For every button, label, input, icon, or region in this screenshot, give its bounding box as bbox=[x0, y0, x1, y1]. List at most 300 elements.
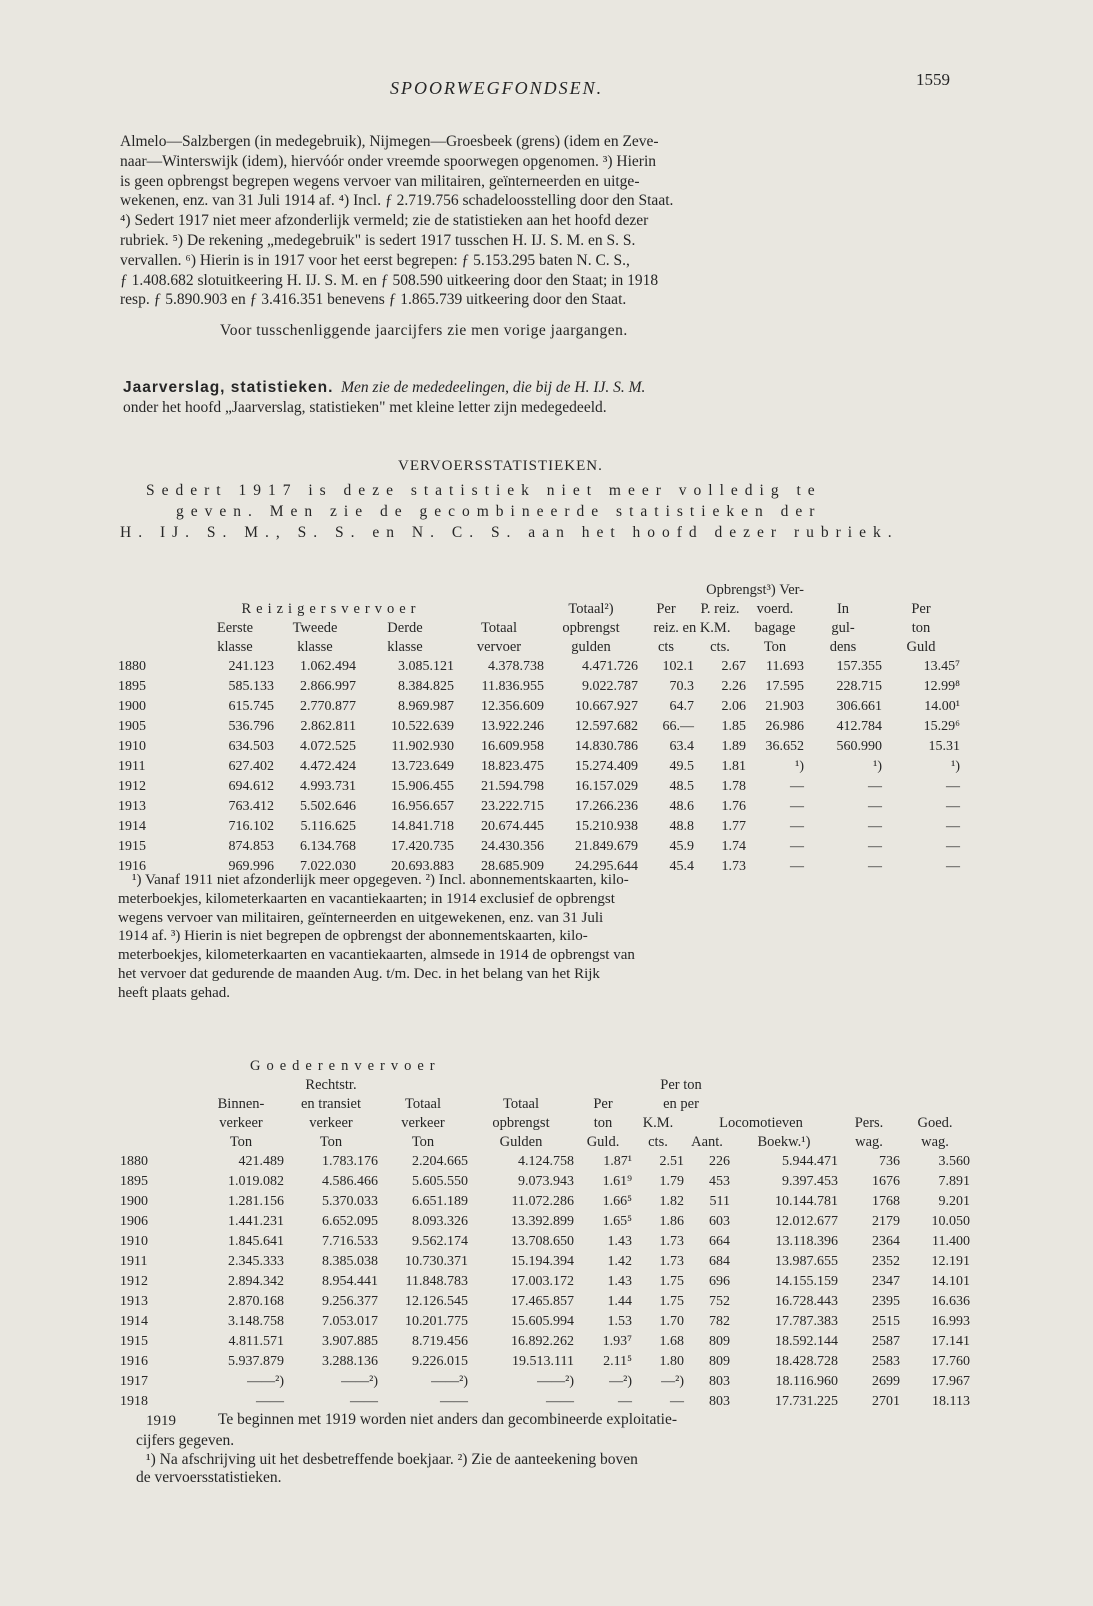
opbrengst-cell: 10.667.927 bbox=[575, 699, 638, 714]
table-row bbox=[118, 817, 960, 837]
opbrengst-cell: 12.597.682 bbox=[575, 719, 638, 734]
transiet-verkeer-cell: —— bbox=[350, 1394, 378, 1409]
header-dens: dens bbox=[829, 639, 857, 655]
per-reiziger-cell: 45.4 bbox=[669, 859, 694, 874]
locomotieven-boekw-cell: 14.155.159 bbox=[775, 1274, 838, 1289]
reizigers-note-line: 1914 af. ³) Hierin is niet begrepen de opbrengst der abonnementskaarten, kilo- bbox=[118, 928, 588, 945]
locomotieven-aant-cell: 809 bbox=[709, 1334, 730, 1349]
per-km-cell: 1.73 bbox=[721, 859, 746, 874]
goederen-note-line: ¹) Na afschrijving uit het desbetreffende boekjaar. ²) Zie de aanteekening boven bbox=[146, 1450, 638, 1468]
binnen-verkeer-cell: 421.489 bbox=[238, 1154, 284, 1169]
goederen-note-line: de vervoersstatistieken. bbox=[136, 1469, 282, 1486]
goed-wag-cell: 17.760 bbox=[931, 1354, 970, 1369]
header-rechtstr: Rechtstr. bbox=[305, 1077, 357, 1093]
per-ton-cell: 14.00¹ bbox=[924, 699, 960, 714]
pers-wag-cell: 1676 bbox=[872, 1174, 900, 1189]
totaal-verkeer-cell: 6.651.189 bbox=[412, 1194, 468, 1209]
transiet-verkeer-cell: 9.256.377 bbox=[322, 1294, 378, 1309]
table-row bbox=[118, 677, 960, 697]
per-reiziger-cell: 102.1 bbox=[662, 659, 694, 674]
header-gulden: gulden bbox=[571, 639, 611, 655]
goed-wag-cell: 16.993 bbox=[931, 1314, 970, 1329]
intro-note-line: vervallen. ⁶) Hierin is in 1917 voor het eerst begrepen: ƒ 5.153.295 baten N. C. S., bbox=[120, 251, 630, 269]
header-opbrengst: opbrengst bbox=[492, 1115, 550, 1131]
opbrengst-cell: 9.073.943 bbox=[518, 1174, 574, 1189]
header-klasse: klasse bbox=[297, 639, 333, 655]
eerste-klasse-cell: 536.796 bbox=[228, 719, 274, 734]
per-ton-cell: 13.45⁷ bbox=[923, 659, 960, 674]
totaal-verkeer-cell: —— bbox=[440, 1394, 468, 1409]
per-reiziger-cell: 45.9 bbox=[669, 839, 694, 854]
goed-wag-cell: 17.141 bbox=[931, 1334, 970, 1349]
goed-wag-cell: 11.400 bbox=[932, 1234, 970, 1249]
eerste-klasse-cell: 241.123 bbox=[228, 659, 274, 674]
tweede-klasse-cell: 2.862.811 bbox=[300, 719, 356, 734]
bagage-gulden-cell: — bbox=[868, 839, 882, 854]
totaal-verkeer-cell: 8.719.456 bbox=[412, 1334, 468, 1349]
totaal-verkeer-cell: 12.126.545 bbox=[405, 1294, 468, 1309]
per-ton-cell: 1.66⁵ bbox=[602, 1194, 632, 1209]
vervoer-title: VERVOERSSTATISTIEKEN. bbox=[398, 458, 603, 474]
vervoer-line: H. IJ. S. M., S. S. en N. C. S. aan het hoofd dezer rubriek. bbox=[120, 524, 899, 541]
opbrengst-cell: 4.124.758 bbox=[518, 1154, 574, 1169]
per-ton-cell: — bbox=[946, 839, 960, 854]
opbrengst-cell: 15.605.994 bbox=[511, 1314, 574, 1329]
per-km-cell: 2.67 bbox=[721, 659, 746, 674]
per-km-cell: 1.73 bbox=[659, 1234, 684, 1249]
header-gul: gul- bbox=[831, 620, 855, 636]
table-row bbox=[120, 1152, 970, 1172]
per-ton-cell: — bbox=[946, 819, 960, 834]
totaal-vervoer-cell: 13.922.246 bbox=[481, 719, 544, 734]
totaal-vervoer-cell: 28.685.909 bbox=[481, 859, 544, 874]
bagage-ton-cell: — bbox=[790, 839, 804, 854]
per-km-cell: 1.68 bbox=[659, 1334, 684, 1349]
year-cell: 1900 bbox=[120, 1194, 148, 1209]
header-derde: Derde bbox=[387, 620, 423, 636]
table-row bbox=[120, 1312, 970, 1332]
bagage-gulden-cell: 228.715 bbox=[836, 679, 882, 694]
derde-klasse-cell: 11.902.930 bbox=[391, 739, 454, 754]
per-reiziger-cell: 64.7 bbox=[669, 699, 694, 714]
header-verkeer: verkeer bbox=[401, 1115, 445, 1131]
intro-notes bbox=[120, 132, 673, 310]
pers-wag-cell: 2364 bbox=[872, 1234, 900, 1249]
totaal-vervoer-cell: 20.674.445 bbox=[481, 819, 544, 834]
table-row bbox=[118, 757, 960, 777]
pers-wag-cell: 2699 bbox=[872, 1374, 900, 1389]
per-km-cell: 2.26 bbox=[721, 679, 746, 694]
totaal-verkeer-cell: 9.562.174 bbox=[412, 1234, 468, 1249]
goed-wag-cell: 17.967 bbox=[931, 1374, 970, 1389]
year-cell: 1911 bbox=[120, 1254, 148, 1269]
header-cts: cts. bbox=[648, 1134, 668, 1150]
totaal-vervoer-cell: 11.836.955 bbox=[481, 679, 544, 694]
tweede-klasse-cell: 1.062.494 bbox=[300, 659, 356, 674]
header-klasse: klasse bbox=[217, 639, 253, 655]
locomotieven-boekw-cell: 17.787.383 bbox=[775, 1314, 838, 1329]
totaal-vervoer-cell: 12.356.609 bbox=[481, 699, 544, 714]
header-reizen: reiz. en K.M. bbox=[653, 620, 731, 636]
per-ton-cell: 1.42 bbox=[607, 1254, 632, 1269]
goed-wag-cell: 18.113 bbox=[932, 1394, 970, 1409]
reizigers-note-line: wegens vervoer van militairen, geïnterneerden en uitgewekenen, enz. van 31 Juli bbox=[118, 909, 604, 926]
pers-wag-cell: 2587 bbox=[872, 1334, 900, 1349]
year-cell: 1915 bbox=[118, 839, 146, 854]
header-wag: wag. bbox=[921, 1134, 949, 1150]
opbrengst-cell: 24.295.644 bbox=[575, 859, 638, 874]
binnen-verkeer-cell: 3.148.758 bbox=[228, 1314, 284, 1329]
bagage-ton-cell: — bbox=[790, 819, 804, 834]
binnen-verkeer-cell: 4.811.571 bbox=[228, 1334, 284, 1349]
totaal-verkeer-cell: 10.201.775 bbox=[405, 1314, 468, 1329]
per-ton-cell: 1.53 bbox=[607, 1314, 632, 1329]
opbrengst-cell: 16.157.029 bbox=[575, 779, 638, 794]
opbrengst-cell: 9.022.787 bbox=[582, 679, 638, 694]
locomotieven-boekw-cell: 18.428.728 bbox=[775, 1354, 838, 1369]
bagage-gulden-cell: 560.990 bbox=[836, 739, 882, 754]
locomotieven-aant-cell: 803 bbox=[709, 1394, 730, 1409]
per-ton-cell: 1.43 bbox=[607, 1274, 632, 1289]
tweede-klasse-cell: 4.072.525 bbox=[300, 739, 356, 754]
header-ver: Ver- bbox=[779, 582, 804, 598]
derde-klasse-cell: 17.420.735 bbox=[391, 839, 454, 854]
per-ton-cell: 1.43 bbox=[607, 1234, 632, 1249]
year-cell: 1911 bbox=[118, 759, 146, 774]
jaarverslag-section bbox=[123, 378, 645, 418]
table-row bbox=[120, 1272, 970, 1292]
derde-klasse-cell: 8.969.987 bbox=[398, 699, 454, 714]
header-ton: ton bbox=[911, 620, 931, 636]
opbrengst-cell: 14.830.786 bbox=[575, 739, 638, 754]
header-eerste: Eerste bbox=[216, 620, 254, 636]
year-cell: 1913 bbox=[120, 1294, 148, 1309]
locomotieven-boekw-cell: 13.118.396 bbox=[775, 1234, 838, 1249]
header-reizigersvervoer: Reizigersvervoer bbox=[241, 601, 421, 617]
transiet-verkeer-cell: 8.954.441 bbox=[322, 1274, 378, 1289]
header-totaal: Totaal bbox=[502, 1096, 540, 1112]
goederen-rows bbox=[120, 1152, 970, 1412]
header-per-ton: Per ton bbox=[660, 1077, 702, 1093]
year-cell: 1895 bbox=[118, 679, 146, 694]
jaarverslag-heading: Jaarverslag, statistieken. bbox=[123, 379, 334, 396]
table-row bbox=[120, 1212, 970, 1232]
header-binnen: Binnen- bbox=[217, 1096, 265, 1112]
per-reiziger-cell: 66.— bbox=[662, 719, 694, 734]
year-cell: 1912 bbox=[120, 1274, 148, 1289]
transiet-verkeer-cell: 5.370.033 bbox=[322, 1194, 378, 1209]
bagage-ton-cell: — bbox=[790, 799, 804, 814]
transiet-verkeer-cell: 7.716.533 bbox=[322, 1234, 378, 1249]
header-goed: Goed. bbox=[917, 1115, 953, 1131]
header-verkeer: verkeer bbox=[309, 1115, 353, 1131]
per-ton-cell: ¹) bbox=[951, 759, 960, 774]
bagage-ton-cell: 21.903 bbox=[765, 699, 804, 714]
bagage-ton-cell: 11.693 bbox=[766, 659, 804, 674]
opbrengst-cell: 15.194.394 bbox=[511, 1254, 574, 1269]
totaal-vervoer-cell: 16.609.958 bbox=[481, 739, 544, 754]
goed-wag-cell: 12.191 bbox=[931, 1254, 970, 1269]
derde-klasse-cell: 8.384.825 bbox=[398, 679, 454, 694]
totaal-verkeer-cell: 5.605.550 bbox=[412, 1174, 468, 1189]
per-ton-cell: — bbox=[618, 1394, 632, 1409]
opbrengst-cell: 11.072.286 bbox=[511, 1194, 574, 1209]
header-en-transiet: en transiet bbox=[301, 1096, 361, 1112]
totaal-vervoer-cell: 18.823.475 bbox=[481, 759, 544, 774]
locomotieven-aant-cell: 511 bbox=[709, 1194, 730, 1209]
binnen-verkeer-cell: ——²) bbox=[247, 1374, 284, 1389]
locomotieven-boekw-cell: 18.592.144 bbox=[775, 1334, 838, 1349]
year-cell: 1913 bbox=[118, 799, 146, 814]
year-cell: 1900 bbox=[118, 699, 146, 714]
totaal-verkeer-cell: 8.093.326 bbox=[412, 1214, 468, 1229]
table-row bbox=[118, 797, 960, 817]
pers-wag-cell: 2515 bbox=[872, 1314, 900, 1329]
running-title: SPOORWEGFONDSEN. bbox=[390, 78, 604, 98]
reizigers-note-line: het vervoer dat gedurende de maanden Aug. t/m. Dec. in het belang van het Rijk bbox=[118, 965, 600, 982]
binnen-verkeer-cell: —— bbox=[256, 1394, 284, 1409]
totaal-vervoer-cell: 4.378.738 bbox=[488, 659, 544, 674]
header-gulden: Gulden bbox=[499, 1134, 543, 1150]
header-cts: cts. bbox=[710, 639, 730, 655]
header-klasse: klasse bbox=[387, 639, 423, 655]
opbrengst-cell: 16.892.262 bbox=[511, 1334, 574, 1349]
derde-klasse-cell: 15.906.455 bbox=[391, 779, 454, 794]
per-km-cell: 2.51 bbox=[659, 1154, 684, 1169]
per-ton-cell: —²) bbox=[609, 1374, 632, 1389]
opbrengst-cell: ——²) bbox=[537, 1374, 574, 1389]
header-per2: Per bbox=[911, 601, 931, 617]
year-cell: 1916 bbox=[120, 1354, 148, 1369]
per-km-cell: —²) bbox=[661, 1374, 684, 1389]
totaal-verkeer-cell: 10.730.371 bbox=[405, 1254, 468, 1269]
header-bagage: bagage bbox=[754, 620, 796, 636]
reizigers-note-line: meterboekjes, kilometerkaarten en vacantiekaarten; in 1914 exclusief de opbrengst bbox=[118, 890, 615, 907]
tweede-klasse-cell: 4.993.731 bbox=[300, 779, 356, 794]
note-1919: Te beginnen met 1919 worden niet anders dan gecombineerde exploitatie- bbox=[218, 1411, 678, 1428]
locomotieven-aant-cell: 226 bbox=[709, 1154, 730, 1169]
eerste-klasse-cell: 763.412 bbox=[228, 799, 274, 814]
header-totaal: Totaal bbox=[480, 620, 518, 636]
header-opbrengst-col: opbrengst bbox=[562, 620, 620, 636]
eerste-klasse-cell: 716.102 bbox=[228, 819, 274, 834]
per-ton-cell: 2.11⁵ bbox=[603, 1354, 632, 1369]
reizigers-note-line: meterboekjes, kilometerkaarten en vacantiekaarten, almsede in 1914 de opbrengst van bbox=[118, 947, 635, 964]
per-km-cell: — bbox=[670, 1394, 684, 1409]
bagage-ton-cell: — bbox=[790, 779, 804, 794]
table-row bbox=[120, 1352, 970, 1372]
pers-wag-cell: 2179 bbox=[872, 1214, 900, 1229]
binnen-verkeer-cell: 1.441.231 bbox=[228, 1214, 284, 1229]
header-ton-unit: Ton bbox=[229, 1134, 253, 1150]
opbrengst-cell: 15.274.409 bbox=[575, 759, 638, 774]
year-cell: 1914 bbox=[118, 819, 146, 834]
pers-wag-cell: 2352 bbox=[872, 1254, 900, 1269]
per-reiziger-cell: 49.5 bbox=[669, 759, 694, 774]
binnen-verkeer-cell: 1.281.156 bbox=[228, 1194, 284, 1209]
year-cell: 1910 bbox=[118, 739, 146, 754]
reizigers-note-line: heeft plaats gehad. bbox=[118, 984, 231, 1001]
header-guld: Guld. bbox=[586, 1134, 620, 1150]
table-row bbox=[118, 717, 960, 737]
goed-wag-cell: 10.050 bbox=[931, 1214, 970, 1229]
intro-note-line: ƒ 1.408.682 slotuitkeering H. IJ. S. M. en ƒ 508.590 uitkeering door den Staat; in 1918 bbox=[120, 271, 659, 289]
per-reiziger-cell: 48.8 bbox=[669, 819, 694, 834]
opbrengst-cell: 17.266.236 bbox=[575, 799, 638, 814]
intro-note-line: rubriek. ⁵) De rekening „medegebruik" is sedert 1917 tusschen H. IJ. S. M. en S. S. bbox=[120, 231, 636, 249]
header-cts: cts bbox=[657, 639, 675, 655]
opbrengst-cell: 19.513.111 bbox=[512, 1354, 574, 1369]
eerste-klasse-cell: 634.503 bbox=[228, 739, 274, 754]
bagage-ton-cell: 26.986 bbox=[765, 719, 804, 734]
opbrengst-cell: 21.849.679 bbox=[575, 839, 638, 854]
interim-note: Voor tusschenliggende jaarcijfers zie men vorige jaargangen. bbox=[220, 322, 628, 339]
year-cell: 1895 bbox=[120, 1174, 148, 1189]
header-wag: wag. bbox=[855, 1134, 883, 1150]
tweede-klasse-cell: 7.022.030 bbox=[300, 859, 356, 874]
table-row bbox=[120, 1232, 970, 1252]
pers-wag-cell: 2347 bbox=[872, 1274, 900, 1289]
goed-wag-cell: 3.560 bbox=[938, 1154, 970, 1169]
eerste-klasse-cell: 969.996 bbox=[228, 859, 274, 874]
pers-wag-cell: 736 bbox=[879, 1154, 900, 1169]
per-km-cell: 1.86 bbox=[659, 1214, 684, 1229]
table-row bbox=[118, 837, 960, 857]
reizigers-rows bbox=[118, 657, 960, 877]
derde-klasse-cell: 20.693.883 bbox=[391, 859, 454, 874]
locomotieven-aant-cell: 664 bbox=[709, 1234, 730, 1249]
per-km-cell: 1.79 bbox=[659, 1174, 684, 1189]
derde-klasse-cell: 13.723.649 bbox=[391, 759, 454, 774]
year-cell: 1916 bbox=[118, 859, 146, 874]
eerste-klasse-cell: 874.853 bbox=[228, 839, 274, 854]
locomotieven-aant-cell: 684 bbox=[709, 1254, 730, 1269]
intro-note-line: ⁴) Sedert 1917 niet meer afzonderlijk vermeld; zie de statistieken aan het hoofd dezer bbox=[120, 212, 649, 230]
per-reiziger-cell: 63.4 bbox=[669, 739, 694, 754]
header-in: In bbox=[836, 601, 850, 617]
per-km-cell: 1.78 bbox=[721, 779, 746, 794]
locomotieven-aant-cell: 603 bbox=[709, 1214, 730, 1229]
derde-klasse-cell: 10.522.639 bbox=[391, 719, 454, 734]
table-row bbox=[120, 1372, 970, 1392]
tweede-klasse-cell: 2.866.997 bbox=[300, 679, 356, 694]
per-km-cell: 1.89 bbox=[721, 739, 746, 754]
opbrengst-cell: 4.471.726 bbox=[582, 659, 638, 674]
vervoer-line: geven. Men zie de gecombineerde statistieken der bbox=[176, 503, 822, 520]
locomotieven-boekw-cell: 5.944.471 bbox=[782, 1154, 838, 1169]
header-ton: ton bbox=[593, 1115, 613, 1131]
tweede-klasse-cell: 5.116.625 bbox=[300, 819, 356, 834]
derde-klasse-cell: 16.956.657 bbox=[391, 799, 454, 814]
table-row bbox=[120, 1172, 970, 1192]
locomotieven-aant-cell: 803 bbox=[709, 1374, 730, 1389]
table-row bbox=[120, 1292, 970, 1312]
totaal-vervoer-cell: 23.222.715 bbox=[481, 799, 544, 814]
intro-note-line: naar—Winterswijk (idem), hiervóór onder vreemde spoorwegen opgenomen. ³) Hierin bbox=[120, 152, 657, 170]
intro-note-line: wekenen, enz. van 31 Juli 1914 af. ⁴) Incl. ƒ 2.719.756 schadeloosstelling door den Staat. bbox=[120, 192, 674, 210]
year-cell: 1910 bbox=[120, 1234, 148, 1249]
per-reiziger-cell: 70.3 bbox=[669, 679, 694, 694]
per-ton-cell: 12.99⁸ bbox=[923, 679, 960, 694]
intro-note-line: Almelo—Salzbergen (in medegebruik), Nijmegen—Groesbeek (grens) (idem en Zeve- bbox=[120, 133, 659, 150]
per-km-cell: 1.82 bbox=[659, 1194, 684, 1209]
bagage-ton-cell: ¹) bbox=[795, 759, 804, 774]
per-ton-cell: — bbox=[946, 859, 960, 874]
table-row bbox=[120, 1252, 970, 1272]
jaarverslag-line1: Men zie de mededeelingen, die bij de H. IJ. S. M. bbox=[341, 379, 646, 396]
bagage-gulden-cell: 412.784 bbox=[836, 719, 882, 734]
totaal-verkeer-cell: 11.848.783 bbox=[405, 1274, 468, 1289]
header-locomotieven: Locomotieven bbox=[719, 1115, 803, 1131]
per-km-cell: 1.75 bbox=[659, 1294, 684, 1309]
locomotieven-boekw-cell: 16.728.443 bbox=[775, 1294, 838, 1309]
eerste-klasse-cell: 615.745 bbox=[228, 699, 274, 714]
per-km-cell: 1.81 bbox=[721, 759, 746, 774]
per-km-cell: 1.70 bbox=[659, 1314, 684, 1329]
goederen-notes bbox=[136, 1432, 638, 1488]
year-cell: 1905 bbox=[118, 719, 146, 734]
header-opbrengst: Opbrengst³) bbox=[706, 582, 776, 598]
vervoer-intro bbox=[120, 480, 899, 543]
tweede-klasse-cell: 6.134.768 bbox=[300, 839, 356, 854]
totaal-verkeer-cell: 2.204.665 bbox=[412, 1154, 468, 1169]
totaal-vervoer-cell: 21.594.798 bbox=[481, 779, 544, 794]
header-boekw: Boekw.¹) bbox=[757, 1134, 811, 1150]
per-reiziger-cell: 48.6 bbox=[669, 799, 694, 814]
year-cell: 1906 bbox=[120, 1214, 148, 1229]
derde-klasse-cell: 14.841.718 bbox=[391, 819, 454, 834]
per-km-cell: 1.80 bbox=[659, 1354, 684, 1369]
header-verkeer: verkeer bbox=[219, 1115, 263, 1131]
locomotieven-boekw-cell: 9.397.453 bbox=[782, 1174, 838, 1189]
per-ton-cell: 1.65⁵ bbox=[602, 1214, 632, 1229]
transiet-verkeer-cell: ——²) bbox=[341, 1374, 378, 1389]
opbrengst-cell: 15.210.938 bbox=[575, 819, 638, 834]
bagage-gulden-cell: — bbox=[868, 859, 882, 874]
header-voerd: voerd. bbox=[756, 601, 794, 617]
table-row bbox=[118, 777, 960, 797]
per-reiziger-cell: 48.5 bbox=[669, 779, 694, 794]
reizigers-table bbox=[118, 581, 960, 877]
header-totaal2: Totaal²) bbox=[568, 601, 614, 617]
reizigers-notes bbox=[118, 871, 635, 1003]
binnen-verkeer-cell: 5.937.879 bbox=[228, 1354, 284, 1369]
page-number: 1559 bbox=[916, 70, 950, 89]
eerste-klasse-cell: 585.133 bbox=[228, 679, 274, 694]
header-ton-unit: Ton bbox=[763, 639, 787, 655]
year-1919: 1919 bbox=[146, 1413, 176, 1429]
tweede-klasse-cell: 5.502.646 bbox=[300, 799, 356, 814]
goederen-table bbox=[120, 1057, 970, 1412]
transiet-verkeer-cell: 3.907.885 bbox=[322, 1334, 378, 1349]
derde-klasse-cell: 3.085.121 bbox=[398, 659, 454, 674]
locomotieven-aant-cell: 752 bbox=[709, 1294, 730, 1309]
goed-wag-cell: 7.891 bbox=[938, 1174, 970, 1189]
opbrengst-cell: 17.003.172 bbox=[511, 1274, 574, 1289]
table-row bbox=[120, 1332, 970, 1352]
totaal-verkeer-cell: ——²) bbox=[431, 1374, 468, 1389]
year-cell: 1915 bbox=[120, 1334, 148, 1349]
bagage-gulden-cell: ¹) bbox=[873, 759, 882, 774]
header-ton-unit: Ton bbox=[411, 1134, 435, 1150]
per-ton-cell: — bbox=[946, 799, 960, 814]
totaal-vervoer-cell: 24.430.356 bbox=[481, 839, 544, 854]
year-cell: 1918 bbox=[120, 1394, 148, 1409]
bagage-ton-cell: 17.595 bbox=[765, 679, 804, 694]
header-tweede: Tweede bbox=[292, 620, 338, 636]
bagage-gulden-cell: — bbox=[868, 779, 882, 794]
bagage-gulden-cell: 306.661 bbox=[836, 699, 882, 714]
